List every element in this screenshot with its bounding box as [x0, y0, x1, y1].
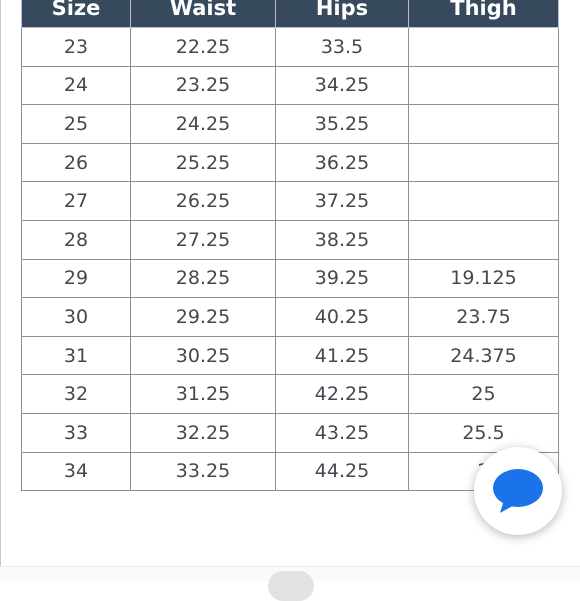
frame-edge [0, 0, 1, 580]
cell-size: 33 [22, 413, 131, 452]
chat-bubble-icon [492, 467, 544, 515]
cell-size: 27 [22, 182, 131, 221]
cell-waist: 27.25 [131, 220, 276, 259]
header-waist: Waist [131, 0, 276, 28]
table-header-row [22, 0, 559, 28]
cell-size: 25 [22, 105, 131, 144]
cell-hips: 41.25 [276, 336, 409, 375]
table-row [22, 182, 559, 221]
cell-waist: 32.25 [131, 413, 276, 452]
cell-waist: 30.25 [131, 336, 276, 375]
cell-thigh: 19.125 [409, 259, 559, 298]
cell-waist: 23.25 [131, 66, 276, 105]
cell-hips: 37.25 [276, 182, 409, 221]
cell-size: 31 [22, 336, 131, 375]
cell-waist: 25.25 [131, 143, 276, 182]
cell-thigh: 23.75 [409, 298, 559, 337]
cell-waist: 33.25 [131, 452, 276, 491]
cell-hips: 36.25 [276, 143, 409, 182]
table-row [22, 220, 559, 259]
cell-hips: 35.25 [276, 105, 409, 144]
table-row [22, 413, 559, 452]
header-hips: Hips [276, 0, 409, 28]
cell-waist: 28.25 [131, 259, 276, 298]
cell-waist: 29.25 [131, 298, 276, 337]
table-row [22, 28, 559, 67]
cell-thigh [409, 105, 559, 144]
cell-waist: 31.25 [131, 375, 276, 414]
cell-waist: 26.25 [131, 182, 276, 221]
chat-button[interactable] [474, 447, 562, 535]
cell-size: 28 [22, 220, 131, 259]
cell-size: 26 [22, 143, 131, 182]
cell-hips: 34.25 [276, 66, 409, 105]
bottom-handle[interactable] [268, 571, 314, 601]
cell-size: 24 [22, 66, 131, 105]
table-row [22, 143, 559, 182]
cell-thigh [409, 143, 559, 182]
header-size: Size [22, 0, 131, 28]
cell-hips: 38.25 [276, 220, 409, 259]
cell-hips: 39.25 [276, 259, 409, 298]
table-row [22, 259, 559, 298]
cell-hips: 44.25 [276, 452, 409, 491]
cell-hips: 40.25 [276, 298, 409, 337]
cell-thigh [409, 182, 559, 221]
cell-thigh: 25.5 [409, 413, 559, 452]
cell-size: 30 [22, 298, 131, 337]
cell-thigh [409, 66, 559, 105]
table-row [22, 336, 559, 375]
cell-waist: 24.25 [131, 105, 276, 144]
cell-thigh: 25 [409, 375, 559, 414]
cell-size: 32 [22, 375, 131, 414]
table-row [22, 66, 559, 105]
cell-thigh [409, 220, 559, 259]
size-chart-table [21, 0, 559, 491]
cell-size: 34 [22, 452, 131, 491]
cell-waist: 22.25 [131, 28, 276, 67]
cell-thigh [409, 28, 559, 67]
cell-size: 23 [22, 28, 131, 67]
cell-thigh: 24.375 [409, 336, 559, 375]
table-row [22, 298, 559, 337]
cell-hips: 43.25 [276, 413, 409, 452]
cell-size: 29 [22, 259, 131, 298]
table-row [22, 375, 559, 414]
header-thigh: Thigh [409, 0, 559, 28]
cell-hips: 42.25 [276, 375, 409, 414]
table-row [22, 105, 559, 144]
cell-hips: 33.5 [276, 28, 409, 67]
